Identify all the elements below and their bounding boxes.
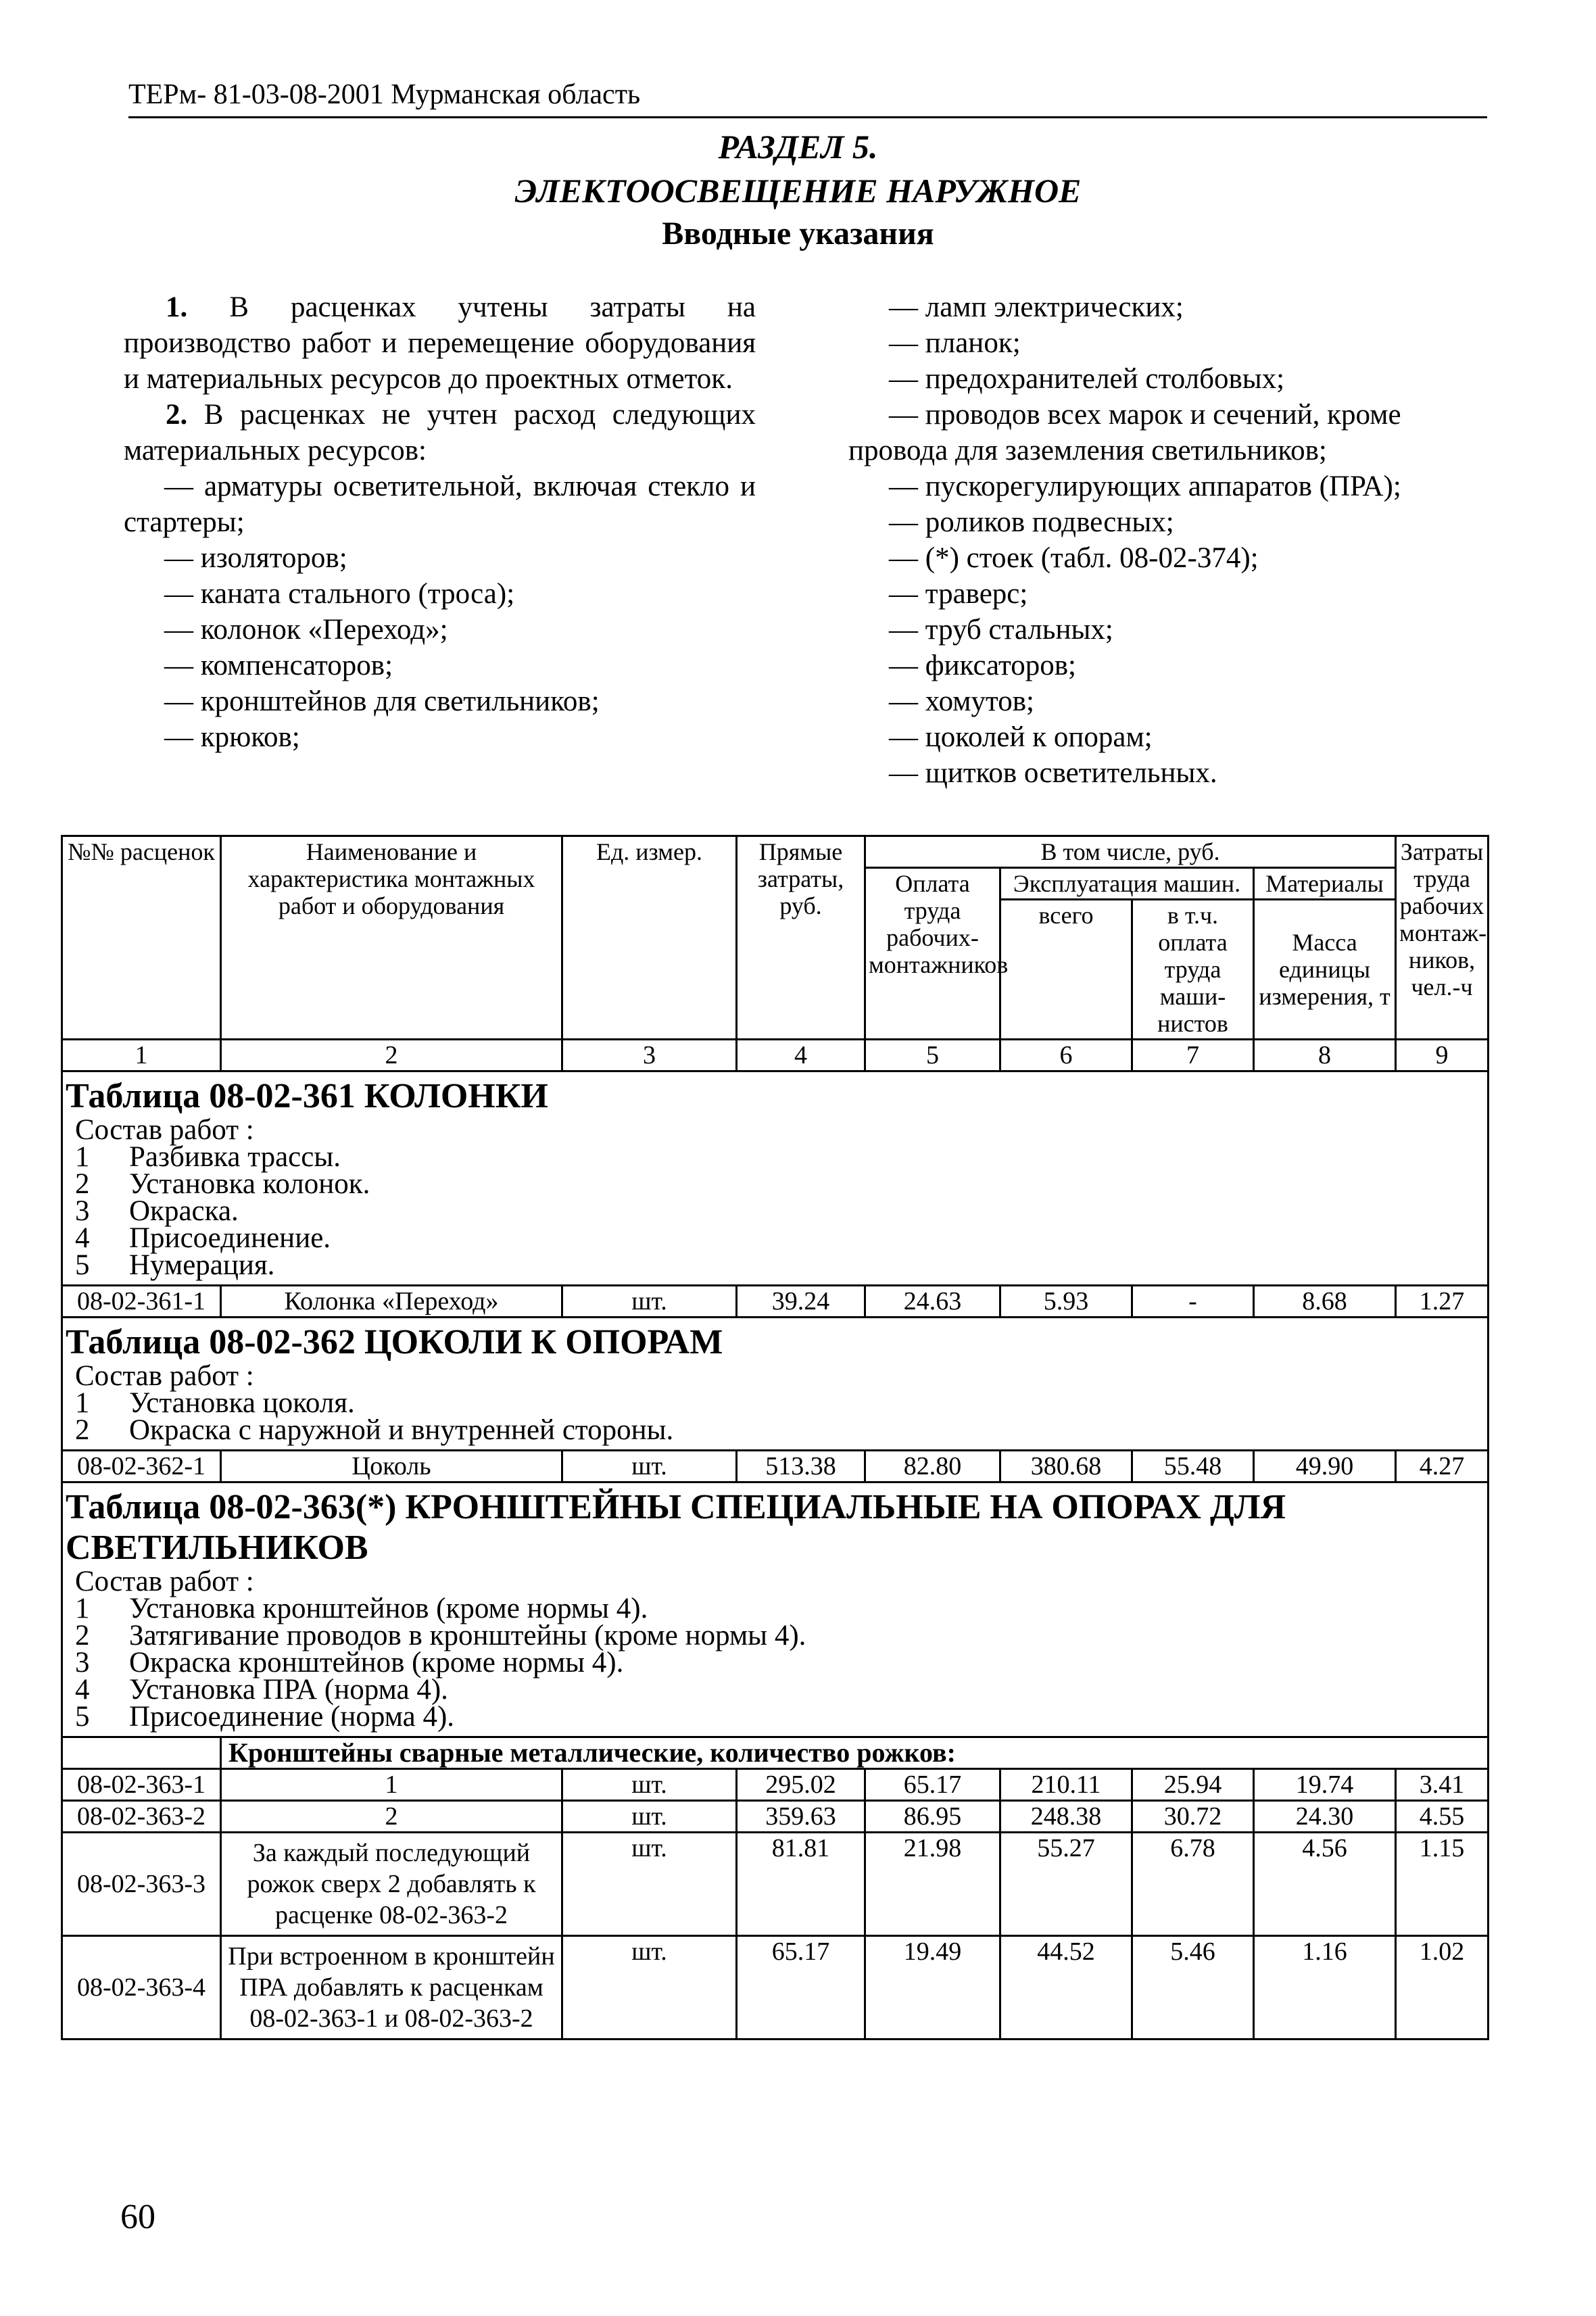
composition-item: 3 Окраска кронштейнов (кроме нормы 4). bbox=[75, 1647, 624, 1679]
row-machines: 55.27 bbox=[1000, 1833, 1132, 1936]
block-361-description bbox=[62, 1071, 1489, 1286]
table-block-361 bbox=[62, 1071, 1489, 1286]
column-index: 3 bbox=[562, 1040, 737, 1071]
column-index-row bbox=[62, 1040, 1489, 1071]
column-index: 5 bbox=[865, 1040, 1000, 1071]
header-mass: Масса единицы измерения, т bbox=[1254, 900, 1396, 1040]
list-item: — кронштейнов для светильников; bbox=[164, 685, 600, 717]
row-hours: 1.27 bbox=[1396, 1286, 1489, 1318]
column-index: 4 bbox=[737, 1040, 865, 1071]
composition-item: 5 Нумерация. bbox=[75, 1249, 275, 1281]
row-labor: 65.17 bbox=[865, 1769, 1000, 1801]
list-item: — (*) стоек (табл. 08-02-374); bbox=[889, 542, 1259, 574]
composition-item: 2 Установка колонок. bbox=[75, 1168, 370, 1200]
list-item: — планок; bbox=[889, 327, 1021, 359]
row-hours: 4.27 bbox=[1396, 1451, 1489, 1482]
list-item: — предохранителей столбовых; bbox=[889, 363, 1285, 395]
composition-item: 4 Присоединение. bbox=[75, 1222, 331, 1254]
row-direct: 513.38 bbox=[737, 1451, 865, 1482]
row-machines: 248.38 bbox=[1000, 1801, 1132, 1833]
composition-item: 2 Затягивание проводов в кронштейны (кроме нормы 4). bbox=[75, 1620, 806, 1651]
row-unit: шт. bbox=[562, 1286, 737, 1318]
column-index: 2 bbox=[221, 1040, 562, 1071]
row-name: 1 bbox=[221, 1769, 562, 1801]
row-unit: шт. bbox=[562, 1936, 737, 2040]
row-name: За каждый последующий рожок сверх 2 добавлять к расценке 08-02-363-2 bbox=[221, 1833, 562, 1936]
header-unit: Ед. измер. bbox=[562, 836, 737, 1040]
list-item: — щитков осветительных. bbox=[889, 757, 1217, 789]
row-name: Колонка «Переход» bbox=[221, 1286, 562, 1318]
running-header: ТЕРм- 81-03-08-2001 Мурманская область bbox=[128, 73, 1487, 118]
header-code: №№ расценок bbox=[62, 836, 221, 1040]
column-index: 1 bbox=[62, 1040, 221, 1071]
row-code: 08-02-363-4 bbox=[62, 1936, 221, 2040]
subheader-empty bbox=[62, 1737, 221, 1769]
table-362-title: Таблица 08-02-362 ЦОКОЛИ К ОПОРАМ bbox=[66, 1323, 723, 1361]
column-index: 6 bbox=[1000, 1040, 1132, 1071]
composition-label: Состав работ : bbox=[75, 1360, 254, 1392]
row-machines: 380.68 bbox=[1000, 1451, 1132, 1482]
list-item: — роликов подвесных; bbox=[889, 506, 1174, 538]
header-materials: Материалы bbox=[1254, 868, 1396, 900]
composition-label: Состав работ : bbox=[75, 1566, 254, 1597]
row-unit: шт. bbox=[562, 1451, 737, 1482]
block-362-description bbox=[62, 1318, 1489, 1451]
list-item: — ламп электрических; bbox=[889, 291, 1184, 323]
header-machines-total: всего bbox=[1000, 900, 1132, 1040]
subheader-row bbox=[62, 1737, 1489, 1769]
page-number: 60 bbox=[120, 2198, 155, 2236]
list-item: — цоколей к опорам; bbox=[889, 721, 1153, 753]
row-machines-labor: 5.46 bbox=[1132, 1936, 1254, 2040]
header-machines-labor: в т.ч. оплата труда маши-нистов bbox=[1132, 900, 1254, 1040]
row-direct: 65.17 bbox=[737, 1936, 865, 2040]
intro-left-column bbox=[124, 289, 756, 755]
row-materials: 1.16 bbox=[1254, 1936, 1396, 2040]
row-materials: 4.56 bbox=[1254, 1833, 1396, 1936]
header-labor: Оплата труда рабочих-монтажников bbox=[865, 868, 1000, 1040]
list-item: — труб стальных; bbox=[889, 614, 1113, 646]
table-row bbox=[62, 1451, 1489, 1482]
header-machines: Эксплуатация машин. bbox=[1000, 868, 1254, 900]
list-item: — каната стального (троса); bbox=[164, 578, 515, 610]
column-index: 8 bbox=[1254, 1040, 1396, 1071]
row-machines-labor: 55.48 bbox=[1132, 1451, 1254, 1482]
row-machines-labor: - bbox=[1132, 1286, 1254, 1318]
section-label: РАЗДЕЛ 5. bbox=[718, 128, 878, 166]
intro-paragraph-2: 2. В расценках не учтен расход следующих материальных ресурсов: bbox=[124, 399, 756, 466]
row-machines: 5.93 bbox=[1000, 1286, 1132, 1318]
table-row bbox=[62, 1936, 1489, 2040]
composition-label: Состав работ : bbox=[75, 1114, 254, 1146]
row-materials: 24.30 bbox=[1254, 1801, 1396, 1833]
row-materials: 49.90 bbox=[1254, 1451, 1396, 1482]
block-363-description bbox=[62, 1482, 1489, 1737]
intro-paragraph-1: 1. В расценках учтены затраты на производство работ и перемещение оборудования и материальных ресурсов до проектных отметок. bbox=[124, 291, 756, 395]
row-labor: 82.80 bbox=[865, 1451, 1000, 1482]
row-labor: 86.95 bbox=[865, 1801, 1000, 1833]
row-direct: 39.24 bbox=[737, 1286, 865, 1318]
composition-item: 1 Установка цоколя. bbox=[75, 1387, 355, 1419]
list-item: — арматуры осветительной, включая стекло и стартеры; bbox=[124, 471, 756, 538]
column-index: 7 bbox=[1132, 1040, 1254, 1071]
list-item: — траверс; bbox=[889, 578, 1028, 610]
list-item: — фиксаторов; bbox=[889, 650, 1077, 681]
row-materials: 19.74 bbox=[1254, 1769, 1396, 1801]
row-machines-labor: 30.72 bbox=[1132, 1801, 1254, 1833]
row-unit: шт. bbox=[562, 1769, 737, 1801]
list-item: — изоляторов; bbox=[164, 542, 347, 574]
row-labor: 24.63 bbox=[865, 1286, 1000, 1318]
table-block-363 bbox=[62, 1482, 1489, 1737]
row-name: При встроенном в кронштейн ПРА добавлять к расценкам 08-02-363-1 и 08-02-363-2 bbox=[221, 1936, 562, 2040]
composition-item: 2 Окраска с наружной и внутренней стороны. bbox=[75, 1414, 674, 1446]
list-item: — компенсаторов; bbox=[164, 650, 393, 681]
intro-right-column bbox=[848, 289, 1487, 791]
row-hours: 3.41 bbox=[1396, 1769, 1489, 1801]
header-incl: В том числе, руб. bbox=[865, 836, 1396, 868]
row-code: 08-02-361-1 bbox=[62, 1286, 221, 1318]
row-code: 08-02-362-1 bbox=[62, 1451, 221, 1482]
list-item: — проводов всех марок и сечений, кроме провода для заземления светильников; bbox=[848, 399, 1401, 466]
row-materials: 8.68 bbox=[1254, 1286, 1396, 1318]
row-unit: шт. bbox=[562, 1801, 737, 1833]
table-row bbox=[62, 1769, 1489, 1801]
composition-item: 4 Установка ПРА (норма 4). bbox=[75, 1674, 448, 1706]
header-name: Наименование и характеристика монтажных работ и оборудования bbox=[221, 836, 562, 1040]
composition-item: 1 Установка кронштейнов (кроме нормы 4). bbox=[75, 1593, 648, 1624]
row-code: 08-02-363-2 bbox=[62, 1801, 221, 1833]
row-labor: 19.49 bbox=[865, 1936, 1000, 2040]
table-363-title: Таблица 08-02-363(*) КРОНШТЕЙНЫ СПЕЦИАЛЬНЫЕ НА ОПОРАХ ДЛЯ СВЕТИЛЬНИКОВ bbox=[66, 1488, 1286, 1567]
section-name: ЭЛЕКТООСВЕЩЕНИЕ НАРУЖНОЕ bbox=[514, 172, 1082, 210]
row-machines: 210.11 bbox=[1000, 1769, 1132, 1801]
table-header-row bbox=[62, 836, 1489, 868]
row-direct: 295.02 bbox=[737, 1769, 865, 1801]
row-code: 08-02-363-3 bbox=[62, 1833, 221, 1936]
header-direct: Прямые затраты, руб. bbox=[737, 836, 865, 1040]
row-machines: 44.52 bbox=[1000, 1936, 1132, 2040]
table-row bbox=[62, 1286, 1489, 1318]
row-name: 2 bbox=[221, 1801, 562, 1833]
list-item: — крюков; bbox=[164, 721, 300, 753]
row-hours: 1.02 bbox=[1396, 1936, 1489, 2040]
column-index: 9 bbox=[1396, 1040, 1489, 1071]
table-361-title: Таблица 08-02-361 КОЛОНКИ bbox=[66, 1077, 548, 1115]
list-item: — хомутов; bbox=[889, 685, 1034, 717]
list-item: — пускорегулирующих аппаратов (ПРА); bbox=[889, 471, 1401, 502]
intro-heading: Вводные указания bbox=[662, 216, 934, 251]
row-hours: 4.55 bbox=[1396, 1801, 1489, 1833]
rates-table bbox=[61, 835, 1489, 2040]
row-hours: 1.15 bbox=[1396, 1833, 1489, 1936]
row-labor: 21.98 bbox=[865, 1833, 1000, 1936]
subheader-label: Кронштейны сварные металлические, количество рожков: bbox=[221, 1737, 1489, 1769]
row-machines-labor: 6.78 bbox=[1132, 1833, 1254, 1936]
composition-item: 1 Разбивка трассы. bbox=[75, 1141, 341, 1173]
row-code: 08-02-363-1 bbox=[62, 1769, 221, 1801]
row-name: Цоколь bbox=[221, 1451, 562, 1482]
row-unit: шт. bbox=[562, 1833, 737, 1936]
table-row bbox=[62, 1833, 1489, 1936]
composition-item: 3 Окраска. bbox=[75, 1195, 239, 1227]
composition-item: 5 Присоединение (норма 4). bbox=[75, 1701, 455, 1733]
list-item: — колонок «Переход»; bbox=[164, 614, 448, 646]
table-block-362 bbox=[62, 1318, 1489, 1451]
row-machines-labor: 25.94 bbox=[1132, 1769, 1254, 1801]
header-hours: Затраты труда рабочих монтаж-ников, чел.-ч bbox=[1396, 836, 1489, 1040]
row-direct: 81.81 bbox=[737, 1833, 865, 1936]
row-direct: 359.63 bbox=[737, 1801, 865, 1833]
table-row bbox=[62, 1801, 1489, 1833]
